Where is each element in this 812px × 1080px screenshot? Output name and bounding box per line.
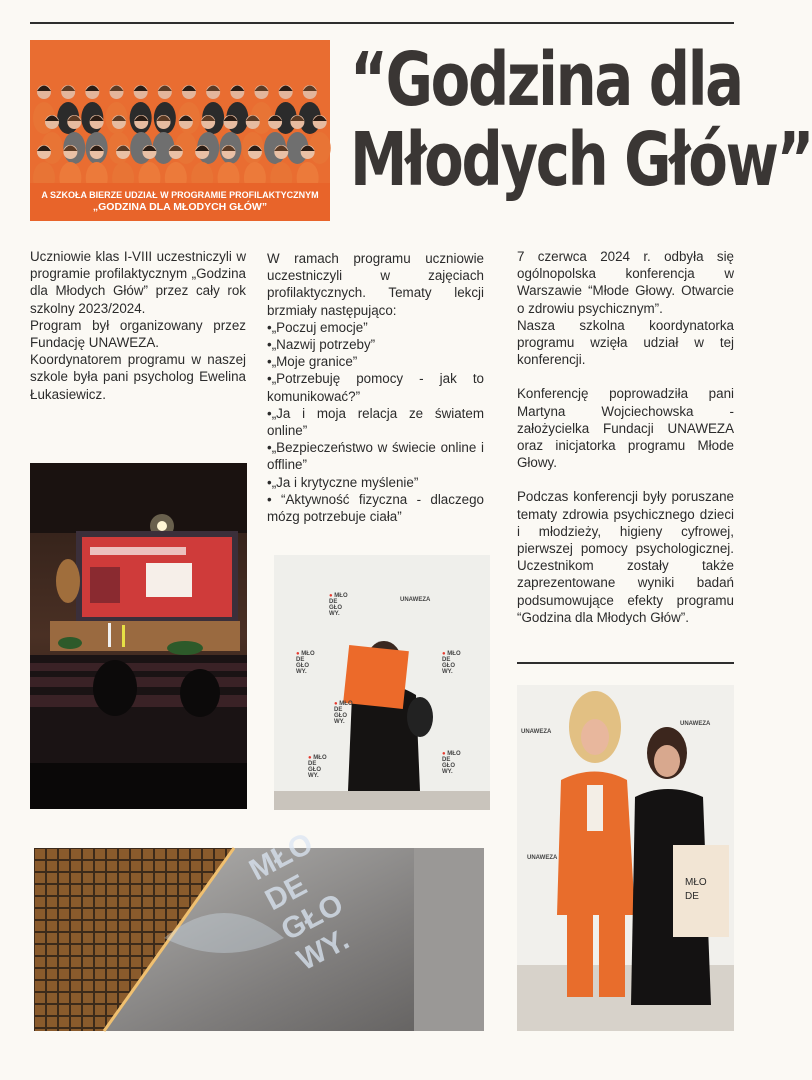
svg-text:DE: DE [685,891,699,902]
column-conference [517,248,734,626]
conference-hall-photo [30,463,247,809]
list-item: •„Ja i krytyczne myślenie” [267,474,419,490]
unaweza-logo: UNAWEZA [521,729,552,735]
unaweza-logo: UNAWEZA [400,597,431,603]
speakers-photo [517,685,734,1031]
paragraph: Uczniowie klas I-VIII uczestniczyli w programie profilaktycznym „Godzina dla Młodych Głów” przez cały rok szkolny 2023/2024. [30,249,246,316]
banner-photo [30,40,330,221]
paragraph: W ramach programu uczniowie uczestniczyli w zajęciach profilaktycznych. Tematy lekcji brzmiały następująco: [267,251,484,318]
list-item: •„Poczuj emocje” [267,319,368,335]
column-lesson-topics [267,250,484,525]
banner-caption-line2: „GODZINA DLA MŁODYCH GŁÓW” [92,201,268,213]
projected-logo-text: MŁO DE GŁO WY. [244,826,355,978]
wall-logo-photo [34,826,484,1031]
section-divider [517,662,734,664]
top-rule [30,22,734,24]
list-item: • “Aktywność fizyczna - dlaczego mózg potrzebuje ciała” [267,491,484,525]
paragraph: 7 czerwca 2024 r. odbyła się ogólnopolska konferencja w Warszawie “Młode Głowy. Otwarcie o zdrowiu psychicznym”. [517,249,734,316]
page-title-line1: “Godzina dla [350,37,742,123]
list-item: •„Ja i moja relacja ze światem online” [267,405,484,439]
paragraph: Koordynatorem programu w naszej szkole była pani psycholog Ewelina Łukasiewicz. [30,352,246,402]
mlode-glowy-logo: ● MŁO DE GŁO WY. [442,751,461,775]
mlode-glowy-logo: ● MŁO DE GŁO WY. [308,755,327,779]
paragraph: Nasza szkolna koordynatorka programu wzięła udział w tej konferencji. [517,317,734,368]
mlode-glowy-logo: ● MŁO DE GŁO WY. [334,701,353,725]
svg-text:MŁO: MŁO [685,877,707,888]
list-item: •„Nazwij potrzeby” [267,337,376,353]
page-title [350,37,812,203]
coordinator-photo [274,555,490,810]
mlode-glowy-logo: ● MŁO DE GŁO WY. [329,593,348,617]
unaweza-logo: UNAWEZA [680,721,711,727]
paragraph: Program był organizowany przez Fundację UNAWEZA. [30,317,246,351]
mlode-glowy-logo: ● MŁO DE GŁO WY. [296,651,315,675]
list-item: •„Moje granice” [267,354,358,370]
list-item: •„Potrzebuję pomocy - jak to komunikować?” [267,371,484,404]
mlode-glowy-logo: ● MŁO DE GŁO WY. [442,651,461,675]
paragraph: Konferencję poprowadziła pani Martyna Wojciechowska - założycielka Fundacji UNAWEZA oraz inicjatorka programu Młode Głowy. [517,386,734,471]
unaweza-logo: UNAWEZA [527,855,558,861]
paragraph: Podczas konferencji były poruszane tematy zdrowia psychicznego dzieci i młodzieży, higieny cyfrowej, pierwszej pomocy psychologicznej. Uczestnikom zostały także zaprezentowane wyniki badań podsumowujące efekty programu “Godzina dla Młodych Głów”. [517,489,734,625]
banner-caption-line1: A SZKOŁA BIERZE UDZIAŁ W PROGRAMIE PROFILAKTYCZNYM [41,190,319,200]
column-program-info [30,248,246,403]
banner-caption [30,183,330,221]
list-item: •„Bezpieczeństwo w świecie online i offline” [267,440,484,473]
page-title-line2: Młodych Głów” [350,117,812,203]
